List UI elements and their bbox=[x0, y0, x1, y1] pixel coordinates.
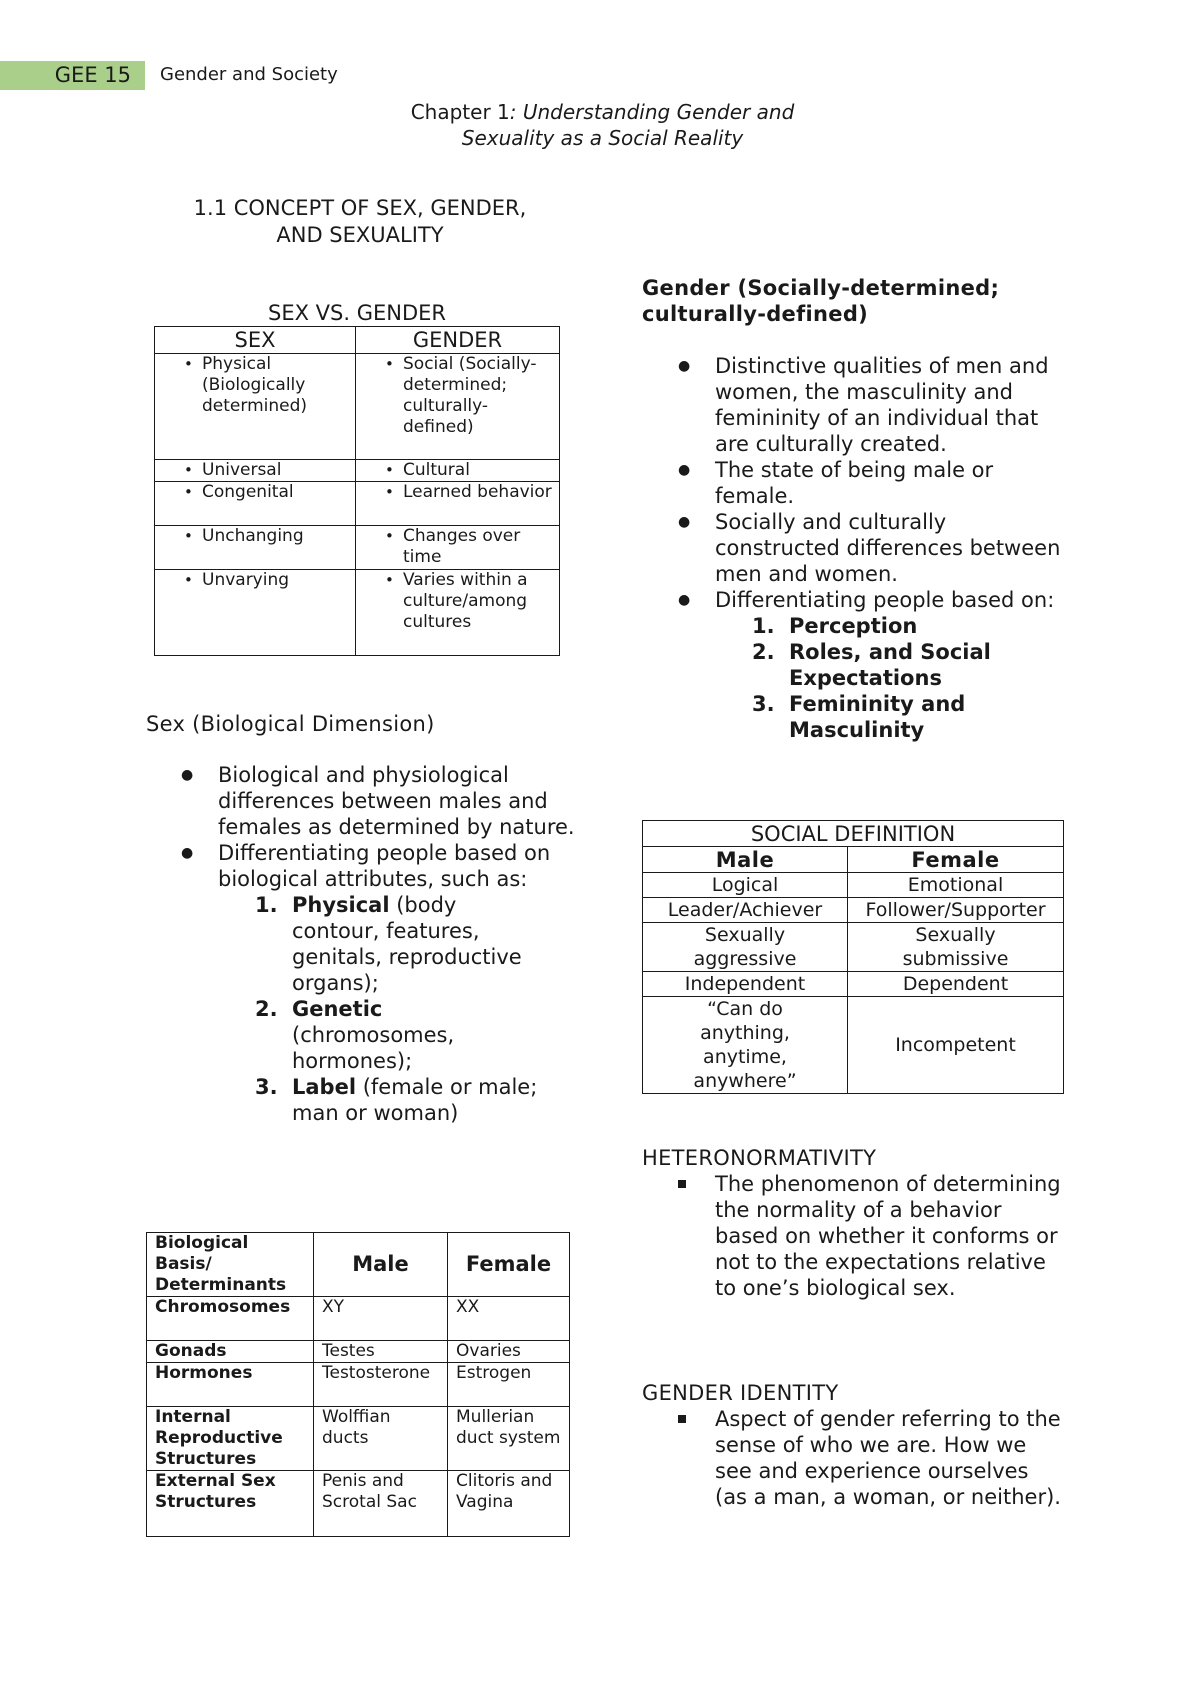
social-definition-table bbox=[642, 820, 1064, 1094]
table-row: Independent Dependent bbox=[643, 972, 1064, 997]
heteronormativity-heading: HETERONORMATIVITY bbox=[642, 1146, 877, 1170]
sex-section-heading: Sex (Biological Dimension) bbox=[146, 712, 435, 736]
table-cell-text: • Universal bbox=[202, 460, 351, 481]
gender-section-list bbox=[678, 353, 1065, 743]
column-header-gender: GENDER bbox=[356, 327, 560, 354]
sex-vs-gender-title: SEX VS. GENDER bbox=[268, 301, 446, 325]
chapter-title bbox=[300, 99, 905, 151]
table-cell bbox=[155, 526, 356, 570]
column-header-sex: SEX bbox=[155, 327, 356, 354]
list-item: 1. Perception bbox=[752, 614, 918, 638]
bullet-icon: ● bbox=[181, 845, 194, 861]
table-cell-text: • Unchanging bbox=[202, 526, 351, 547]
chapter-title-line1: : Understanding Gender and bbox=[509, 100, 795, 124]
biological-basis-table bbox=[146, 1232, 570, 1537]
chapter-title-line2: Sexuality as a Social Reality bbox=[461, 126, 744, 150]
table-cell bbox=[356, 460, 560, 482]
square-bullet-icon bbox=[678, 1180, 686, 1188]
table-cell-text: • Physical (Biologically determined) bbox=[202, 354, 351, 417]
table-cell-text: • Congenital bbox=[202, 482, 351, 503]
table-cell-text: • Varies within a culture/among cultures bbox=[403, 570, 555, 633]
square-bullet-icon bbox=[678, 1415, 686, 1423]
chapter-label: Chapter 1 bbox=[410, 100, 510, 124]
table-cell-text: • Unvarying bbox=[202, 570, 351, 591]
sex-vs-gender-table bbox=[154, 326, 560, 656]
list-item: 1. Physical (body contour, features, genitals, reproductive organs); bbox=[255, 893, 522, 995]
column-header: Biological Basis/ Determinants bbox=[147, 1233, 314, 1297]
table-cell bbox=[155, 354, 356, 460]
section-title-line1: 1.1 CONCEPT OF SEX, GENDER, bbox=[193, 196, 527, 220]
bullet-icon: ● bbox=[678, 462, 691, 478]
section-title bbox=[140, 195, 580, 249]
column-header-male: Male bbox=[643, 847, 848, 873]
table-row: Internal Reproductive Structures Wolffian ducts Mullerian duct system bbox=[147, 1407, 570, 1471]
table-row: Chromosomes XY XX bbox=[147, 1297, 570, 1341]
column-header: Female bbox=[448, 1233, 570, 1297]
gender-section-heading: Gender (Socially-determined; culturally-defined) bbox=[642, 276, 1000, 326]
bullet-icon: ● bbox=[678, 358, 691, 374]
bullet-icon: ● bbox=[678, 514, 691, 530]
gender-identity-heading: GENDER IDENTITY bbox=[642, 1381, 839, 1405]
table-row: “Can do anything, anytime, anywhere” Incompetent bbox=[643, 997, 1064, 1094]
bullet-icon: ● bbox=[678, 592, 691, 608]
list-item: ● Biological and physiological differences between males and females as determined by nature. bbox=[181, 763, 575, 839]
sex-attribute-list bbox=[255, 892, 545, 1126]
course-title: Gender and Society bbox=[160, 64, 338, 85]
list-item: 2. Roles, and Social Expectations bbox=[752, 640, 991, 690]
list-item: ● Socially and culturally constructed differences between men and women. bbox=[678, 510, 1061, 586]
list-item: ● Differentiating people based on: 1. Perception 2. Roles, and Social Expectations 3. Femininity and Masculinity bbox=[678, 588, 1055, 742]
table-cell bbox=[155, 570, 356, 656]
table-row: External Sex Structures Penis and Scrotal Sac Clitoris and Vagina bbox=[147, 1471, 570, 1537]
table-cell-text: • Social (Socially-determined; culturally-defined) bbox=[403, 354, 555, 438]
sex-section-list bbox=[181, 762, 578, 1126]
heteronormativity-list bbox=[715, 1171, 1065, 1301]
list-item: 3. Femininity and Masculinity bbox=[752, 692, 966, 742]
table-row: Leader/Achiever Follower/Supporter bbox=[643, 898, 1064, 923]
table-cell bbox=[356, 526, 560, 570]
table-cell bbox=[356, 570, 560, 656]
list-item: The phenomenon of determining the normality of a behavior based on whether it conforms or not to the expectations relative to one’s biological sex. bbox=[715, 1171, 1065, 1301]
table-cell-text: • Cultural bbox=[403, 460, 555, 481]
list-item: 3. Label (female or male; man or woman) bbox=[255, 1075, 538, 1125]
table-row: Sexually aggressive Sexually submissive bbox=[643, 923, 1064, 972]
list-item: Aspect of gender referring to the sense of who we are. How we see and experience ourselves (as a man, a woman, or neither). bbox=[715, 1406, 1065, 1510]
list-item: 2. Genetic (chromosomes, hormones); bbox=[255, 997, 455, 1073]
table-row: Gonads Testes Ovaries bbox=[147, 1341, 570, 1363]
table-cell bbox=[356, 482, 560, 526]
table-cell bbox=[155, 482, 356, 526]
table-row: Hormones Testosterone Estrogen bbox=[147, 1363, 570, 1407]
list-item: ● Differentiating people based on biological attributes, such as: 1. Physical (body contour, features, genitals, reproductive organs); 2. Genetic (chromosomes, hormones); 3. Label (female or male; man or woman) bbox=[181, 841, 551, 1125]
social-definition-title: SOCIAL DEFINITION bbox=[643, 821, 1064, 847]
course-code-tag: GEE 15 bbox=[0, 61, 145, 90]
section-title-line2: AND SEXUALITY bbox=[276, 223, 444, 247]
bullet-icon: ● bbox=[181, 767, 194, 783]
column-header-female: Female bbox=[848, 847, 1064, 873]
table-cell-text: • Learned behavior bbox=[403, 482, 555, 503]
list-item: ● Distinctive qualities of men and women, the masculinity and femininity of an individual that are culturally created. bbox=[678, 354, 1049, 456]
table-row: Logical Emotional bbox=[643, 873, 1064, 898]
table-cell-text: • Changes over time bbox=[403, 526, 555, 568]
table-cell bbox=[356, 354, 560, 460]
gender-identity-list bbox=[715, 1406, 1065, 1510]
list-item: ● The state of being male or female. bbox=[678, 458, 994, 508]
column-header: Male bbox=[314, 1233, 448, 1297]
gender-basis-list bbox=[752, 613, 1002, 743]
table-cell bbox=[155, 460, 356, 482]
